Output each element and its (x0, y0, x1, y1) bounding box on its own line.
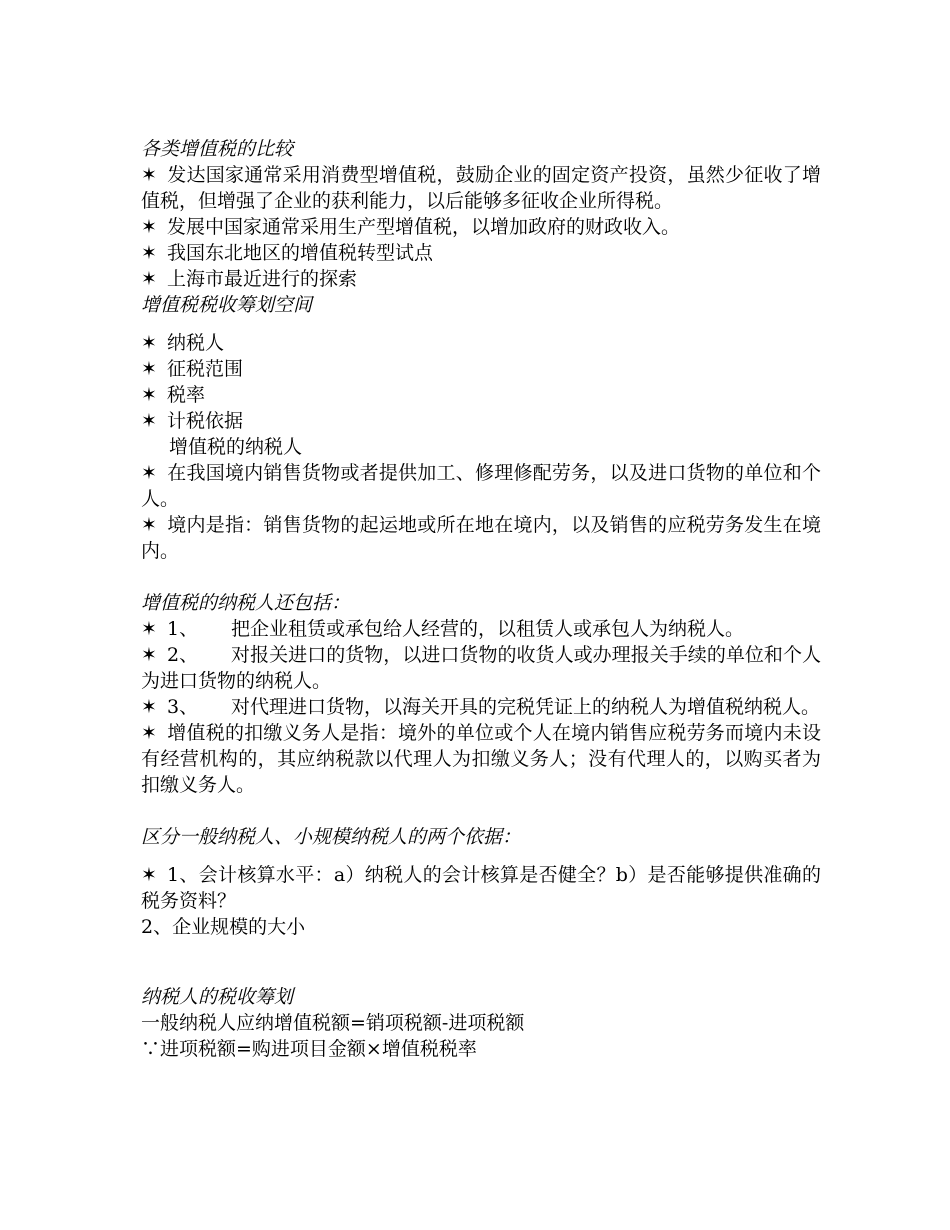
star-bullet-icon: ✶ (141, 410, 157, 432)
item-text: 对报关进口的货物，以进口货物的收货人或办理报关手续的单位和个人为进口货物的纳税人。 (141, 644, 821, 692)
section-heading-two-criteria: 区分一般纳税人、小规模纳税人的两个依据： (141, 826, 522, 848)
bullet-item (141, 330, 821, 356)
plain-item: 2、企业规模的大小 (141, 916, 306, 938)
bullet-text: 上海市最近进行的探索 (167, 268, 358, 290)
star-bullet-icon: ✶ (141, 242, 157, 264)
bullet-text: 境内是指：销售货物的起运地或所在地在境内，以及销售的应税劳务发生在境内。 (141, 514, 821, 562)
bullet-item (141, 214, 821, 240)
star-bullet-icon: ✶ (141, 864, 157, 886)
numbered-item (141, 616, 821, 642)
star-bullet-icon: ✶ (141, 514, 157, 536)
section-heading-taxpayer-also-includes: 增值税的纳税人还包括： (141, 592, 351, 614)
star-bullet-icon: ✶ (141, 462, 157, 484)
star-bullet-icon: ✶ (141, 644, 157, 666)
bullet-item (141, 512, 821, 564)
bullet-text: 我国东北地区的增值税转型试点 (167, 242, 434, 264)
section-heading-taxpayer-planning: 纳税人的税收筹划 (141, 986, 294, 1008)
item-number: 3、 (167, 696, 199, 718)
bullet-text: 发达国家通常采用消费型增值税，鼓励企业的固定资产投资，虽然少征收了增值税，但增强了企业的获利能力，以后能够多征收企业所得税。 (141, 164, 821, 212)
bullet-item (141, 162, 821, 214)
bullet-item (141, 862, 821, 914)
star-bullet-icon: ✶ (141, 696, 157, 718)
bullet-item (141, 266, 821, 292)
star-bullet-icon: ✶ (141, 268, 157, 290)
section-heading-vat-comparison: 各类增值税的比较 (141, 138, 294, 160)
star-bullet-icon: ✶ (141, 358, 157, 380)
star-bullet-icon: ✶ (141, 332, 157, 354)
numbered-item (141, 694, 821, 720)
bullet-text: 计税依据 (167, 410, 244, 432)
subheading-vat-taxpayer: 增值税的纳税人 (169, 436, 303, 458)
bullet-item (141, 382, 821, 408)
bullet-text: 征税范围 (167, 358, 244, 380)
bullet-text: 1、会计核算水平：a）纳税人的会计核算是否健全？b）是否能够提供准确的税务资料？ (141, 864, 821, 912)
bullet-item (141, 240, 821, 266)
bullet-text: 发展中国家通常采用生产型增值税，以增加政府的财政收入。 (167, 216, 681, 238)
star-bullet-icon: ✶ (141, 384, 157, 406)
document-page (141, 136, 821, 1062)
section-heading-planning-space: 增值税税收筹划空间 (141, 294, 313, 316)
item-number: 2、 (167, 644, 199, 666)
bullet-text: 纳税人 (167, 332, 225, 354)
item-number: 1、 (167, 618, 199, 640)
bullet-text: 税率 (167, 384, 206, 406)
bullet-text: 在我国境内销售货物或者提供加工、修理修配劳务，以及进口货物的单位和个人。 (141, 462, 821, 510)
formula-line: ∵进项税额=购进项目金额×增值税税率 (141, 1038, 477, 1060)
star-bullet-icon: ✶ (141, 164, 157, 186)
numbered-item (141, 642, 821, 694)
bullet-item (141, 460, 821, 512)
bullet-item (141, 356, 821, 382)
star-bullet-icon: ✶ (141, 618, 157, 640)
bullet-item (141, 408, 821, 434)
star-bullet-icon: ✶ (141, 216, 157, 238)
star-bullet-icon: ✶ (141, 722, 157, 744)
bullet-text: 增值税的扣缴义务人是指：境外的单位或个人在境内销售应税劳务而境内未设有经营机构的，其应纳税款以代理人为扣缴义务人；没有代理人的，以购买者为扣缴义务人。 (141, 722, 821, 796)
bullet-item (141, 720, 821, 798)
formula-line: 一般纳税人应纳增值税额=销项税额-进项税额 (141, 1012, 525, 1034)
item-text: 对代理进口货物，以海关开具的完税凭证上的纳税人为增值税纳税人。 (231, 696, 821, 718)
item-text: 把企业租赁或承包给人经营的，以租赁人或承包人为纳税人。 (231, 618, 745, 640)
